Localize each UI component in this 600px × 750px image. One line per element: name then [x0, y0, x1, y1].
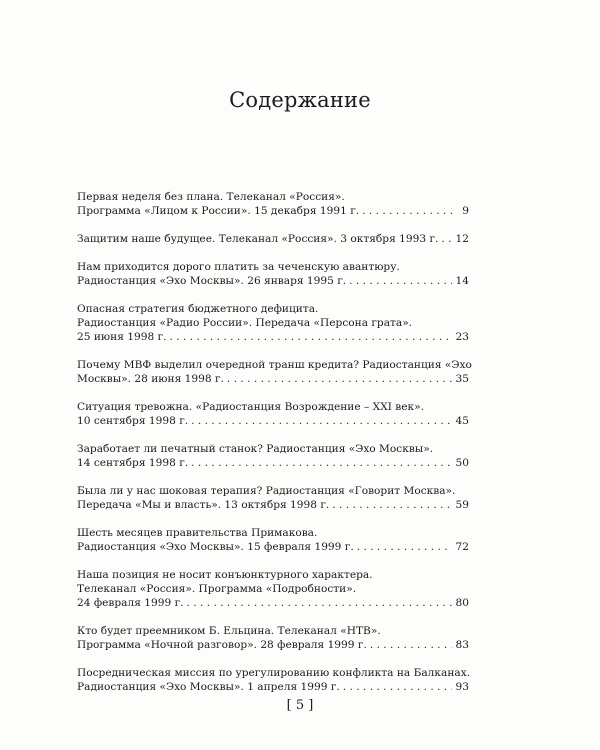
toc-entry-line: Была ли у нас шоковая терапия? Радиостанция «Говорит Москва». [77, 485, 456, 497]
toc-entry-last-line [77, 680, 469, 694]
toc-page-number: 80 [455, 597, 469, 609]
toc-entry-text: 25 июня 1998 г. [77, 331, 167, 343]
dot-leader [349, 274, 452, 288]
toc-entry-last-line [77, 274, 469, 288]
toc-entry-text: 10 сентября 1998 г. [77, 415, 189, 427]
toc-page-number: 23 [455, 331, 469, 343]
toc-entry-last-line [77, 414, 469, 428]
page-number: [ 5 ] [286, 698, 314, 713]
toc-entry-line: Телеканал «Россия». Программа «Подробности». [77, 583, 357, 595]
toc-entry [77, 624, 469, 652]
toc-entry-text: 14 сентября 1998 г. [77, 457, 189, 469]
toc-entry-last-line [77, 540, 469, 554]
toc-entry-last-line [77, 372, 469, 386]
toc-entry [77, 666, 469, 694]
toc-entry-text: Программа «Ночной разговор». 28 февраля 1999 г. [77, 639, 367, 651]
toc-entry-line: Посредническая миссия по урегулированию конфликта на Балканах. [77, 667, 471, 679]
toc-entry-text: Передача «Мы и власть». 13 октября 1998 г. [77, 499, 330, 511]
toc-entry-text: Радиостанция «Эхо Москвы». 26 января 1995 г. [77, 275, 347, 287]
toc-entry-line: Нам приходится дорого платить за чеченскую авантюру. [77, 261, 400, 273]
toc-page-number: 83 [455, 639, 469, 651]
dot-leader [441, 232, 452, 246]
toc-entry [77, 302, 469, 344]
toc-entry [77, 232, 469, 246]
toc-entry-last-line [77, 498, 469, 512]
toc-entry-line: Ситуация тревожна. «Радиостанция Возрождение – XXI век». [77, 401, 424, 413]
toc-entry [77, 400, 469, 428]
toc-entry [77, 526, 469, 554]
dot-leader [227, 372, 452, 386]
toc-entry-last-line [77, 204, 469, 218]
toc-entry [77, 260, 469, 288]
toc-page-number: 14 [455, 275, 469, 287]
dot-leader [332, 498, 452, 512]
toc-entry [77, 358, 472, 386]
toc-entry-text: Защитим наше будущее. Телеканал «Россия». 3 октября 1993 г. [77, 233, 439, 245]
toc-page-number: 45 [455, 415, 469, 427]
dot-leader [191, 414, 452, 428]
toc-entry-text: 24 февраля 1999 г. [77, 597, 184, 609]
toc-entry-text: Радиостанция «Эхо Москвы». 15 февраля 1999 г. [77, 541, 354, 553]
dot-leader [187, 596, 453, 610]
toc-entry-line: Почему МВФ выделил очередной транш кредита? Радиостанция «Эхо [77, 359, 472, 371]
dot-leader [357, 540, 452, 554]
toc-entry-line: Радиостанция «Радио России». Передача «Персона грата». [77, 317, 413, 329]
toc-entry-line: Первая неделя без плана. Телеканал «Россия». [77, 191, 345, 203]
toc-page-number: 50 [455, 457, 469, 469]
dot-leader [170, 330, 453, 344]
toc-page-number: 35 [455, 373, 469, 385]
toc-page-number: 9 [462, 205, 469, 217]
toc-entry-last-line [77, 596, 469, 610]
toc-entry [77, 484, 469, 512]
toc-entry-line: Заработает ли печатный станок? Радиостанция «Эхо Москвы». [77, 443, 434, 455]
toc-entry-text: Программа «Лицом к России». 15 декабря 1991 г. [77, 205, 360, 217]
toc-entry-last-line [77, 232, 469, 246]
toc-entry-last-line [77, 638, 469, 652]
dot-leader [191, 456, 452, 470]
toc-page-number: 59 [455, 499, 469, 511]
toc-entry-line: Опасная стратегия бюджетного дефицита. [77, 303, 319, 315]
dot-leader [362, 204, 452, 218]
toc-entry-line: Шесть месяцев правительства Примакова. [77, 527, 318, 539]
toc-entry-text: Радиостанция «Эхо Москвы». 1 апреля 1999 г. [77, 681, 340, 693]
toc-entry [77, 442, 469, 470]
toc-entry-line: Кто будет преемником Б. Ельцина. Телеканал «НТВ». [77, 625, 381, 637]
toc-page-number: 93 [455, 681, 469, 693]
dot-leader [370, 638, 452, 652]
page-title: Содержание [229, 88, 371, 112]
toc-entry-last-line [77, 330, 469, 344]
dot-leader [343, 680, 452, 694]
table-of-contents [77, 190, 472, 694]
toc-entry [77, 190, 469, 218]
toc-entry-text: Москвы». 28 июня 1998 г. [77, 373, 224, 385]
toc-entry [77, 568, 469, 610]
toc-page-number: 72 [455, 541, 469, 553]
toc-entry-last-line [77, 456, 469, 470]
toc-entry-line: Наша позиция не носит конъюнктурного характера. [77, 569, 373, 581]
toc-page-number: 12 [455, 233, 469, 245]
